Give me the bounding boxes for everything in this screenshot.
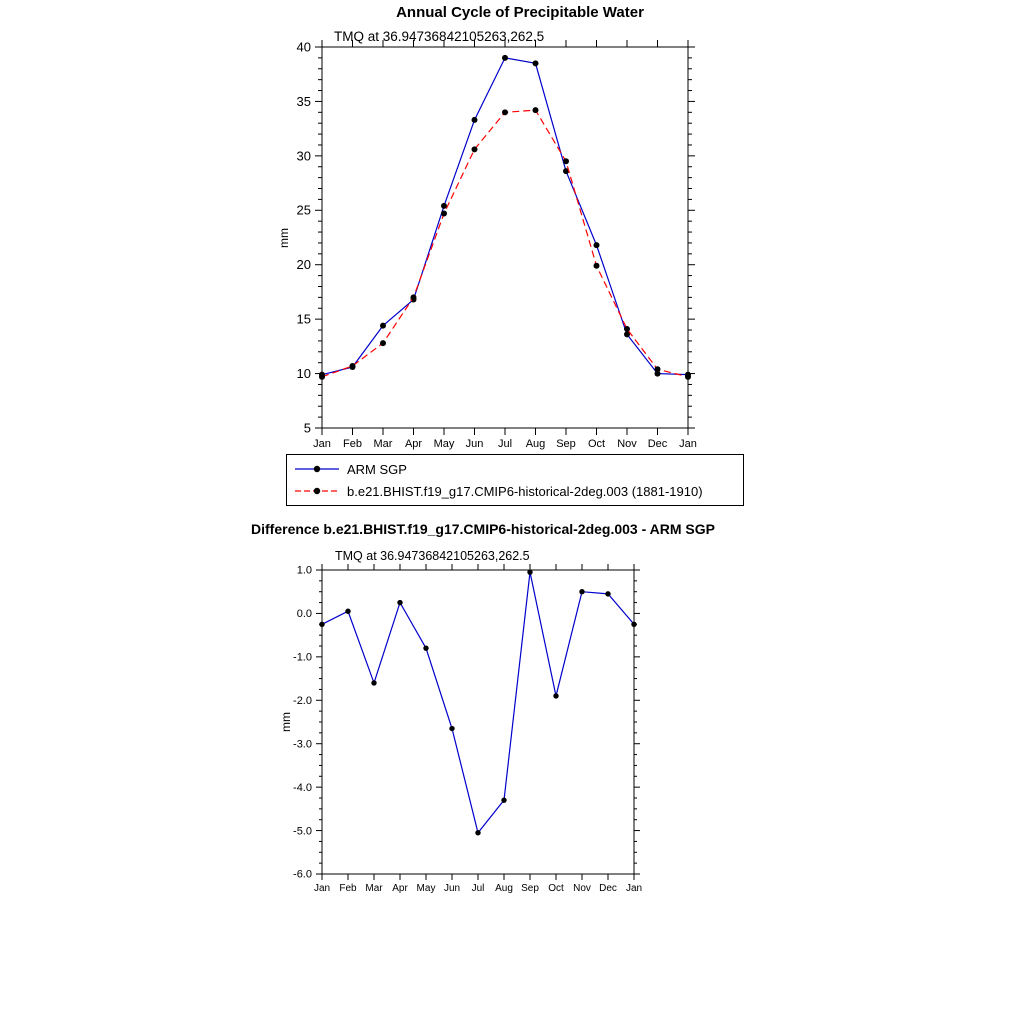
data-point (655, 366, 661, 372)
legend-label-model: b.e21.BHIST.f19_g17.CMIP6-historical-2deg.003 (1881-1910) (347, 483, 703, 499)
y-tick-label: 20 (296, 257, 311, 273)
data-point (502, 55, 508, 61)
difference-chart (220, 518, 780, 900)
data-point (624, 326, 630, 332)
y-tick-label: 1.0 (296, 564, 312, 577)
series-line (322, 572, 634, 833)
x-tick-label: Oct (548, 883, 564, 894)
y-tick-label: -2.0 (293, 695, 312, 708)
x-tick-label: Sep (556, 438, 576, 450)
x-tick-label: Aug (495, 883, 513, 894)
x-tick-label: Nov (573, 883, 591, 894)
solid-line-marker-icon (293, 463, 341, 475)
plot-area (297, 39, 697, 450)
data-point (350, 363, 356, 369)
y-tick-label: 0.0 (296, 608, 312, 621)
x-tick-label: Feb (339, 883, 357, 894)
data-point (423, 645, 428, 650)
y-tick-label: 10 (296, 365, 311, 381)
data-point (594, 242, 600, 248)
data-point (472, 146, 478, 152)
y-tick-label: -1.0 (293, 651, 312, 664)
chart-subtitle: TMQ at 36.94736842105263,262.5 (334, 29, 545, 44)
x-tick-label: Jan (625, 883, 643, 894)
x-tick-label: Jun (465, 438, 484, 450)
y-tick-label: -4.0 (293, 781, 312, 794)
data-point (685, 374, 691, 380)
x-tick-label: Jun (443, 883, 461, 894)
plot-frame (322, 570, 634, 874)
y-tick-label: 40 (296, 39, 311, 55)
x-tick-label: Jan (313, 883, 331, 894)
data-point (594, 263, 600, 269)
y-tick-label: 15 (296, 311, 311, 327)
series-line (322, 58, 688, 375)
data-point (411, 294, 417, 300)
y-tick-label: -6.0 (293, 868, 312, 881)
data-point (441, 211, 447, 217)
data-point (449, 726, 454, 731)
x-tick-label: Mar (373, 438, 393, 450)
x-tick-label: Dec (647, 438, 668, 450)
chart-title: Difference b.e21.BHIST.f19_g17.CMIP6-historical-2deg.003 - ARM SGP (251, 521, 715, 537)
data-point (319, 622, 324, 627)
y-tick-label: 30 (296, 148, 311, 164)
x-tick-label: Jul (471, 883, 485, 894)
data-point (345, 609, 350, 614)
data-point (563, 158, 569, 164)
x-tick-label: Oct (587, 438, 606, 450)
data-point (501, 797, 506, 802)
y-tick-label: 25 (296, 202, 311, 218)
x-tick-label: Aug (525, 438, 546, 450)
x-tick-label: Jan (679, 438, 697, 450)
data-point (371, 680, 376, 685)
y-axis-label: mm (279, 712, 293, 732)
y-axis-label: mm (277, 228, 291, 248)
data-point (397, 600, 402, 605)
plot-area (293, 564, 642, 894)
dashed-line-marker-icon (293, 485, 341, 497)
data-point (502, 109, 508, 115)
x-tick-label: Jan (313, 438, 331, 450)
data-point (472, 117, 478, 123)
annual-cycle-chart (270, 0, 770, 452)
data-point (553, 693, 558, 698)
x-tick-label: Sep (521, 883, 539, 894)
data-point (579, 589, 584, 594)
x-tick-label: Apr (392, 883, 408, 894)
y-tick-label: 5 (303, 420, 311, 436)
x-tick-label: Apr (404, 438, 423, 450)
x-tick-label: Jul (497, 438, 513, 450)
data-point (380, 323, 386, 329)
chart-subtitle: TMQ at 36.94736842105263,262.5 (335, 549, 530, 563)
plot-frame (322, 47, 688, 428)
data-point (380, 340, 386, 346)
data-point (631, 622, 636, 627)
legend (286, 454, 744, 506)
data-point (533, 60, 539, 66)
legend-item-arm-sgp (293, 458, 737, 480)
x-tick-label: Mar (365, 883, 383, 894)
legend-label-arm-sgp: ARM SGP (347, 461, 407, 477)
y-tick-label: -5.0 (293, 825, 312, 838)
x-tick-label: May (433, 438, 455, 450)
y-tick-label: 35 (296, 93, 311, 109)
data-point (527, 569, 532, 574)
x-tick-label: Feb (343, 438, 362, 450)
data-point (475, 830, 480, 835)
legend-item-model (293, 480, 737, 502)
x-tick-label: Nov (617, 438, 637, 450)
data-point (605, 591, 610, 596)
x-tick-label: May (416, 883, 436, 894)
series-line (322, 110, 688, 377)
data-point (533, 107, 539, 113)
data-point (319, 374, 325, 380)
chart-title: Annual Cycle of Precipitable Water (396, 4, 644, 21)
y-tick-label: -3.0 (293, 738, 312, 751)
x-tick-label: Dec (599, 883, 617, 894)
